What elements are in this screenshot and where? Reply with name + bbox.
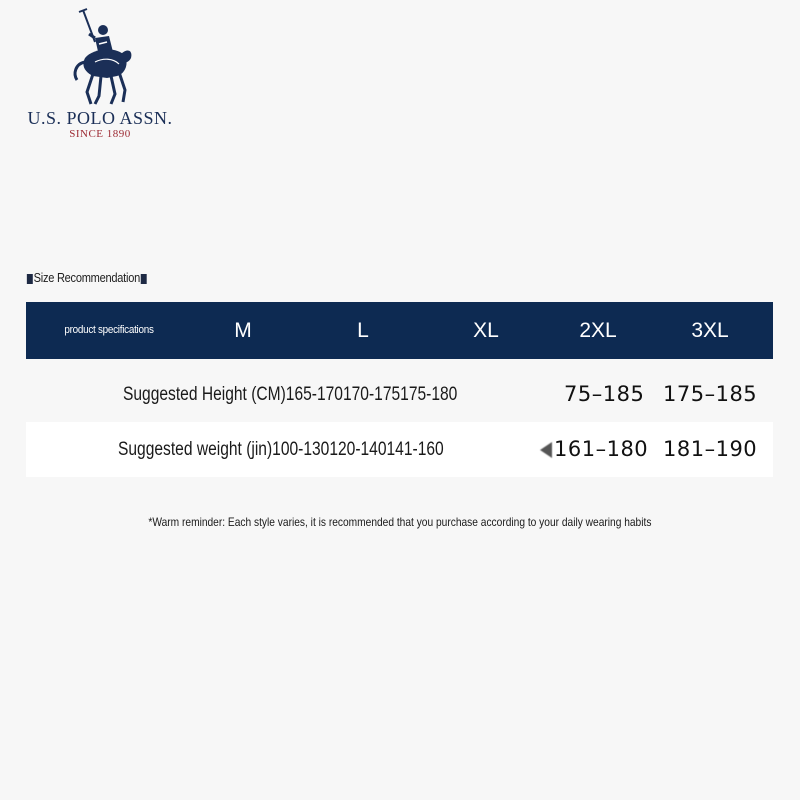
- brand-name: U.S. POLO ASSN.: [27, 108, 173, 128]
- section-title: [26, 270, 148, 285]
- header-size-3xl: 3XL: [691, 319, 729, 342]
- brand-logo: [20, 8, 180, 144]
- row-weight-2xl: [540, 422, 648, 477]
- row-weight-label: Suggested weight (jin)100-130120-140141-160: [118, 439, 444, 460]
- row-weight-2xl-value: 161–180: [554, 437, 649, 461]
- notch-icon: [540, 442, 552, 458]
- table-header: [26, 302, 773, 359]
- row-weight-3xl: 181–190: [663, 437, 758, 461]
- bracket-left-icon: [27, 274, 33, 284]
- bracket-right-icon: [141, 274, 147, 284]
- header-size-xl: XL: [473, 319, 499, 342]
- header-size-m: M: [234, 319, 252, 342]
- warm-reminder: [0, 515, 800, 529]
- header-size-2xl: 2XL: [579, 319, 617, 342]
- table-row-weight: [26, 422, 773, 477]
- size-table: [26, 302, 773, 477]
- row-height-label: Suggested Height (CM)165-170170-175175-180: [123, 384, 458, 405]
- section-title-text: Size Recommendation: [33, 270, 140, 285]
- table-row-height: [26, 367, 773, 422]
- row-height-2xl: 75–185: [564, 382, 645, 406]
- row-height-3xl: 175–185: [663, 382, 758, 406]
- header-spec-label: product specifications: [64, 324, 154, 336]
- brand-tagline: SINCE 1890: [69, 128, 131, 140]
- header-size-l: L: [357, 319, 369, 342]
- polo-player-icon: [65, 8, 135, 106]
- warm-reminder-text: *Warm reminder: Each style varies, it is recommended that you purchase according to your daily wearing habits: [148, 515, 652, 529]
